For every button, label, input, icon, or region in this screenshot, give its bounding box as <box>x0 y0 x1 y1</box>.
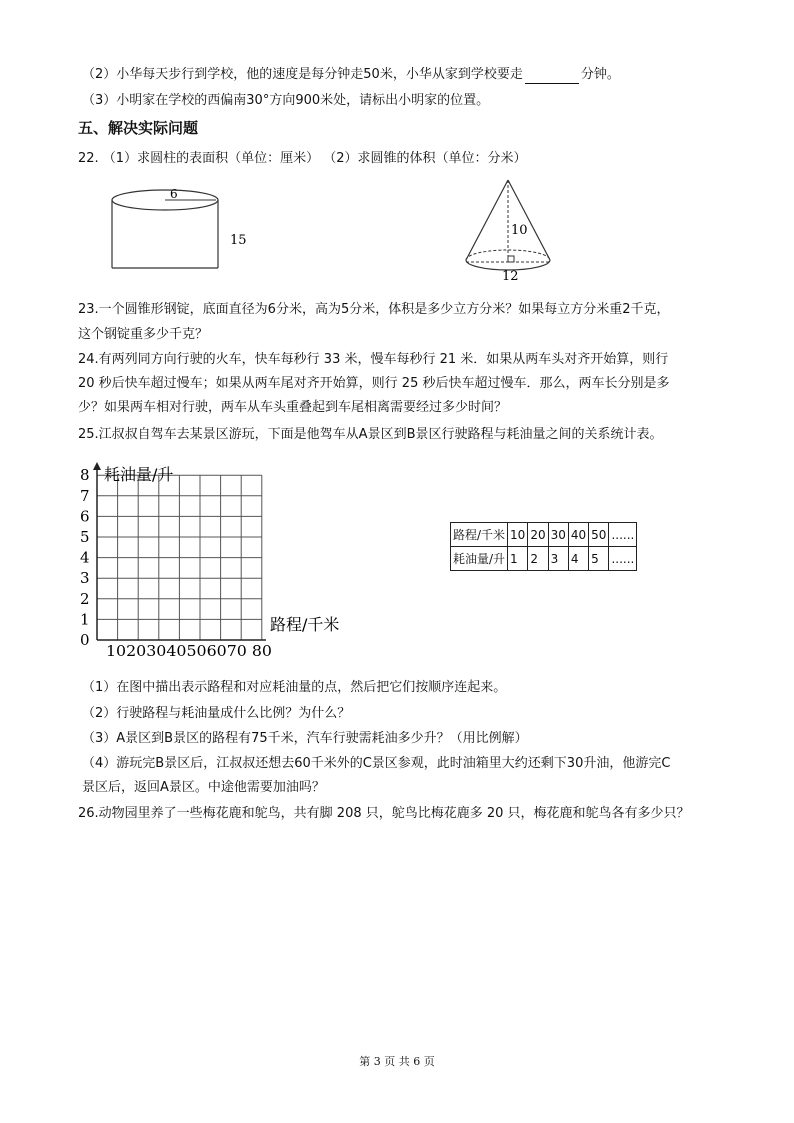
page-footer: 第 3 页 共 6 页 <box>359 1055 435 1068</box>
table-cell: 30 <box>548 523 568 547</box>
cone-height-label: 10 <box>511 223 528 238</box>
y-axis-arrow <box>93 462 101 470</box>
y-tick-label: 7 <box>80 486 90 505</box>
table-cell: 10 <box>508 523 528 547</box>
question-23-line2: 这个钢锭重多少千克？ <box>78 327 209 342</box>
y-tick-label: 2 <box>80 589 90 608</box>
question-25: 25.江叔叔自驾车去某景区游玩，下面是他驾车从A景区到B景区行驶路程与耗油量之间的关系统计表。 <box>78 427 663 442</box>
table-cell: 40 <box>568 523 588 547</box>
table-cell: 4 <box>568 547 588 571</box>
fuel-grid-chart <box>76 460 366 660</box>
question-24-line1: 24.有两列同方向行驶的火车，快车每秒行 33 米，慢车每秒行 21 米．如果从两车头对齐开始算，则行 <box>78 352 669 367</box>
cylinder-height-label: 15 <box>230 233 247 248</box>
question-25-sub3: （3）A景区到B景区的路程有75千米，汽车行驶需耗油多少升？（用比例解） <box>82 731 528 746</box>
question-25-sub2: （2）行驶路程与耗油量成什么比例？为什么？ <box>82 706 351 721</box>
table-cell: 1 <box>508 547 528 571</box>
table-cell: 2 <box>528 547 548 571</box>
x-tick-labels: 10203040506070 80 <box>106 642 272 660</box>
y-tick-label: 0 <box>80 631 90 649</box>
right-angle-mark <box>508 256 514 262</box>
y-tick-label: 1 <box>80 610 90 629</box>
y-axis-label: 耗油量/升 <box>104 465 174 484</box>
question-part-2-unit: 分钟。 <box>580 67 620 82</box>
question-26: 26.动物园里养了一些梅花鹿和鸵鸟，共有脚 208 只，鸵鸟比梅花鹿多 20 只，梅花鹿和鸵鸟各有多少只？ <box>78 806 690 821</box>
y-tick-label: 8 <box>80 466 90 485</box>
table-cell: 50 <box>589 523 609 547</box>
question-24-line3: 少？如果两车相对行驶，两车从车头重叠起到车尾相离需要经过多少时间？ <box>78 400 508 415</box>
y-tick-label: 3 <box>80 569 90 588</box>
section-title: 五、解决实际问题 <box>78 119 199 137</box>
table-cell: ...... <box>609 523 637 547</box>
cone-figure <box>458 174 558 286</box>
question-25-sub4-line2: 景区后，返回A景区。中途他需要加油吗？ <box>82 780 325 795</box>
question-25-sub4-line1: （4）游玩完B景区后，江叔叔还想去60千米外的C景区参观，此时油箱里大约还剩下30升油，他游完C <box>82 756 671 771</box>
question-24-line2: 20 秒后快车超过慢车；如果从两车尾对齐开始算，则行 25 秒后快车超过慢车．那么，两车长分别是多 <box>78 376 670 391</box>
cone-diameter-label: 12 <box>502 269 519 284</box>
table-cell: 路程/千米 <box>451 523 508 547</box>
table-row <box>451 523 637 547</box>
question-part-3: （3）小明家在学校的西偏南30°方向900米处，请标出小明家的位置。 <box>82 93 490 108</box>
table-cell: 5 <box>589 547 609 571</box>
y-tick-label: 6 <box>80 507 90 526</box>
table-cell: 3 <box>548 547 568 571</box>
y-tick-labels <box>80 466 90 649</box>
y-tick-label: 5 <box>80 528 90 546</box>
table-cell: 20 <box>528 523 548 547</box>
table-row <box>451 547 637 571</box>
y-tick-label: 4 <box>80 548 90 567</box>
cylinder-diameter-label: 6 <box>170 187 178 201</box>
table-cell: 耗油量/升 <box>451 547 508 571</box>
question-25-sub1: （1）在图中描出表示路程和对应耗油量的点，然后把它们按顺序连起来。 <box>82 680 507 695</box>
question-23-line1: 23.一个圆锥形钢锭，底面直径为6分米，高为5分米，体积是多少立方分米？如果每立方分米重2千克， <box>78 302 670 317</box>
route-fuel-table <box>450 522 637 571</box>
cylinder-figure <box>104 184 264 276</box>
question-22: 22. （1）求圆柱的表面积（单位：厘米） （2）求圆锥的体积（单位：分米） <box>78 151 527 166</box>
table-cell: ...... <box>609 547 637 571</box>
x-axis-label: 路程/千米 <box>270 615 340 634</box>
question-part-2 <box>82 66 620 84</box>
question-part-2-text: （2）小华每天步行到学校，他的速度是每分钟走50米，小华从家到学校要走 <box>82 67 523 82</box>
answer-blank[interactable] <box>525 70 579 84</box>
grid-lines <box>97 475 262 640</box>
